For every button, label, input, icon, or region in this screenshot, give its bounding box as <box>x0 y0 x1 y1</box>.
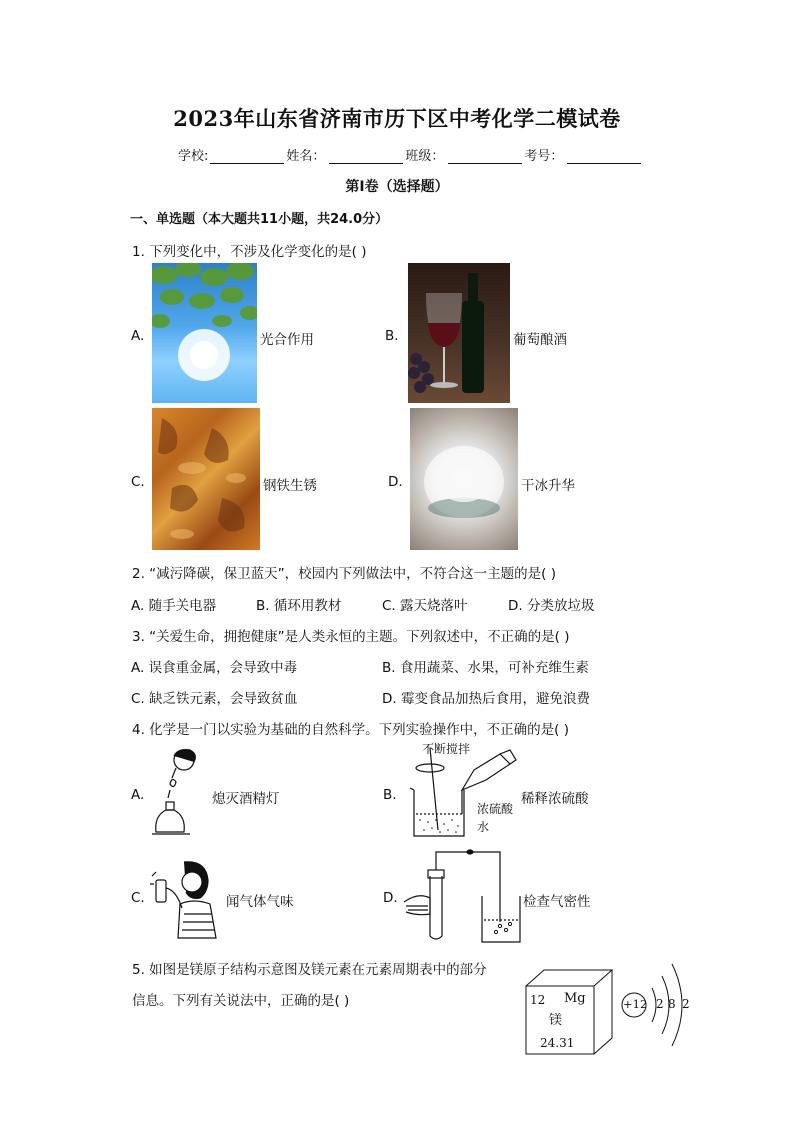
q3-option-b[interactable]: B. 食用蔬菜、水果，可补充维生素 <box>382 660 589 676</box>
element-symbol: Mg <box>564 991 586 1006</box>
question-4-stem: 4. 化学是一门以实验为基础的自然科学。下列实验操作中，不正确的是( ) <box>132 722 569 738</box>
wine-image <box>408 263 510 403</box>
q4-option-d-letter[interactable]: D. <box>383 890 398 906</box>
element-number: 12 <box>530 993 546 1007</box>
element-mass: 24.31 <box>540 1036 575 1050</box>
q1-option-c-letter[interactable]: C. <box>131 474 145 490</box>
q1-option-d-letter[interactable]: D. <box>388 474 403 490</box>
q3-option-a[interactable]: A. 误食重金属，会导致中毒 <box>131 660 298 676</box>
q3-option-d[interactable]: D. 霉变食品加热后食用，避免浪费 <box>382 691 590 707</box>
question-3-stem: 3. “关爱生命，拥抱健康”是人类永恒的主题。下列叙述中，不正确的是( ) <box>132 629 570 645</box>
page-title: 2023年山东省济南市历下区中考化学二模试卷 <box>173 106 621 131</box>
q1-option-c-label: 钢铁生锈 <box>263 478 317 494</box>
q1-option-b-label: 葡萄酿酒 <box>513 332 567 348</box>
school-blank[interactable] <box>210 149 284 164</box>
atom-shell-1: 2 <box>656 997 664 1011</box>
student-info-line <box>178 145 643 164</box>
atom-nucleus: +12 <box>623 997 648 1011</box>
q4-option-d-label: 检查气密性 <box>523 894 591 910</box>
q4-b-water-label: 水 <box>477 820 490 834</box>
atom-shell-3: 2 <box>682 997 690 1011</box>
q2-option-b[interactable]: B. 循环用教材 <box>256 598 342 614</box>
q4-b-stir-label: 不断搅拌 <box>422 742 471 756</box>
question-5-stem-line1: 5. 如图是镁原子结构示意图及镁元素在元素周期表中的部分 <box>132 962 487 978</box>
name-label: 姓名： <box>286 149 326 164</box>
atom-shell-2: 8 <box>668 997 676 1011</box>
q1-option-a-letter[interactable]: A. <box>131 328 145 344</box>
q4-option-c-letter[interactable]: C. <box>131 890 145 906</box>
class-blank[interactable] <box>448 149 522 164</box>
q4-option-c-label: 闻气体气味 <box>226 894 294 910</box>
q2-option-a[interactable]: A. 随手关电器 <box>131 598 217 614</box>
q4-option-a-letter[interactable]: A. <box>131 787 145 803</box>
q4-option-b-letter[interactable]: B. <box>383 787 397 803</box>
question-1-stem: 1. 下列变化中，不涉及化学变化的是( ) <box>132 244 367 260</box>
school-label: 学校: <box>178 149 209 164</box>
volume-heading: 第I卷（选择题） <box>345 179 449 195</box>
class-label: 班级： <box>405 149 445 164</box>
element-name: 镁 <box>549 1013 563 1028</box>
question-2-stem: 2. “减污降碳，保卫蓝天”，校园内下列做法中，不符合这一主题的是( ) <box>132 566 556 582</box>
rust-image <box>152 408 260 550</box>
q1-option-b-letter[interactable]: B. <box>385 328 399 344</box>
q3-option-c[interactable]: C. 缺乏铁元素，会导致贫血 <box>131 691 298 707</box>
exam-no-blank[interactable] <box>567 149 641 164</box>
exam-no-label: 考号： <box>524 149 564 164</box>
smell-gas-diagram <box>150 858 222 940</box>
name-blank[interactable] <box>329 149 403 164</box>
q1-option-d-label: 干冰升华 <box>521 478 575 494</box>
q2-option-d[interactable]: D. 分类放垃圾 <box>508 598 595 614</box>
section-heading: 一、单选题（本大题共11小题，共24.0分） <box>130 212 389 227</box>
airtightness-diagram <box>400 846 522 944</box>
q1-option-a-label: 光合作用 <box>260 332 314 348</box>
q2-option-c[interactable]: C. 露天烧落叶 <box>382 598 468 614</box>
question-5-stem-line2: 信息。下列有关说法中，正确的是( ) <box>132 993 350 1009</box>
q4-option-b-label: 稀释浓硫酸 <box>521 791 589 807</box>
dry-ice-image <box>410 408 518 550</box>
alcohol-lamp-diagram <box>150 746 210 838</box>
photosynthesis-image <box>152 263 257 403</box>
q4-b-acid-label: 浓硫酸 <box>477 802 514 816</box>
q4-option-a-label: 熄灭酒精灯 <box>212 791 280 807</box>
